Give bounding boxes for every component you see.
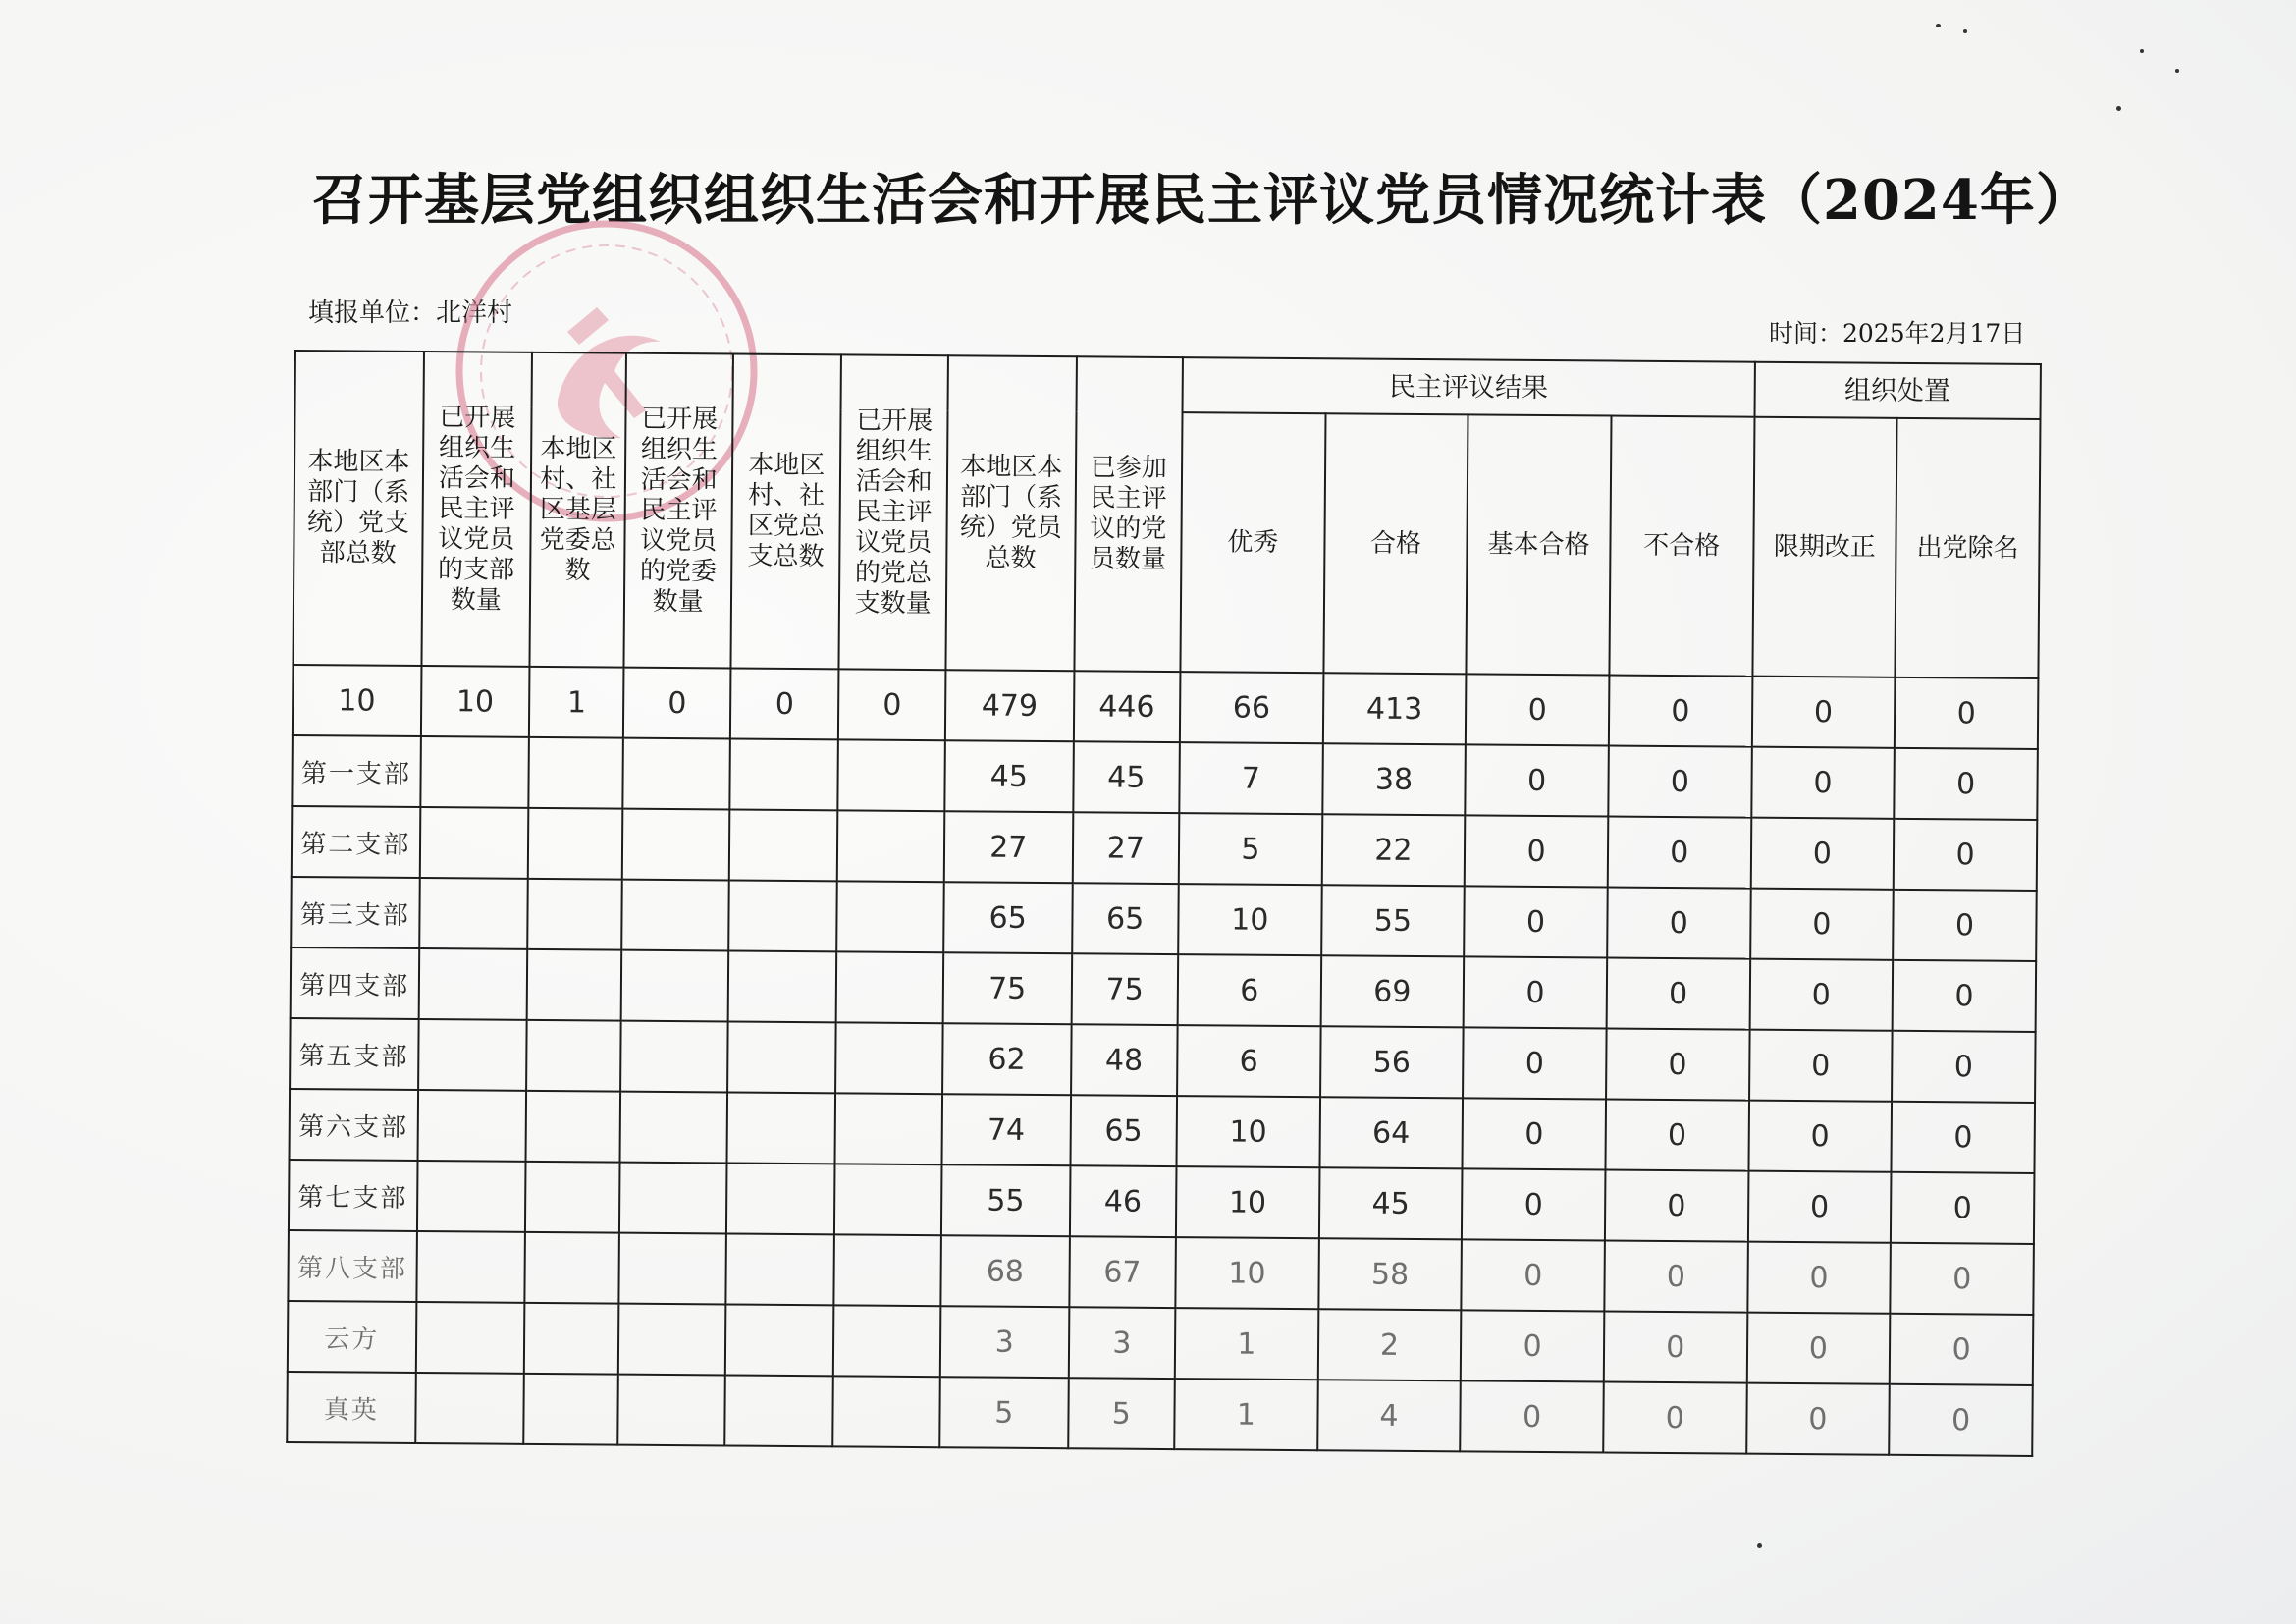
cell-general-branch-total	[727, 1021, 836, 1093]
cell-general-branch-held	[835, 1093, 942, 1164]
cell-member-total: 55	[941, 1164, 1070, 1236]
cell-expelled: 0	[1894, 819, 2037, 891]
cell-basically-qualified: 0	[1463, 1027, 1606, 1099]
header-unqualified: 不合格	[1609, 416, 1754, 677]
cell-branch-name: 第八支部	[288, 1230, 416, 1302]
cell-committee-held	[621, 950, 728, 1022]
cell-correct-within-deadline: 0	[1751, 747, 1895, 819]
cell-general-branch-total	[725, 1233, 834, 1305]
table-row	[287, 1372, 2033, 1456]
cell-general-branch-held	[836, 1022, 943, 1094]
cell-basically-qualified: 0	[1461, 1380, 1604, 1452]
cell-member-evaluated: 46	[1069, 1165, 1176, 1237]
cell-member-total: 62	[942, 1023, 1071, 1095]
total-excellent: 66	[1180, 672, 1323, 743]
cell-branch-name: 第三支部	[291, 877, 419, 948]
cell-branch-held	[420, 736, 529, 808]
cell-correct-within-deadline: 0	[1748, 1101, 1892, 1172]
cell-branch-name: 第四支部	[291, 947, 419, 1019]
cell-branch-held	[415, 1373, 524, 1444]
cell-general-branch-total	[729, 738, 838, 810]
cell-committee-total	[525, 1162, 620, 1233]
cell-branch-held	[415, 1302, 524, 1374]
document-title: 召开基层党组织组织生活会和开展民主评议党员情况统计表（2024年）	[312, 168, 2092, 233]
cell-committee-total	[528, 737, 623, 809]
cell-excellent: 1	[1175, 1308, 1318, 1380]
cell-general-branch-total	[725, 1304, 834, 1376]
cell-general-branch-total	[726, 1092, 835, 1164]
cell-committee-held	[618, 1304, 725, 1376]
cell-expelled: 0	[1891, 1172, 2034, 1244]
cell-branch-name: 第二支部	[292, 806, 420, 878]
total-committee-total: 1	[529, 667, 624, 738]
cell-branch-name: 第一支部	[292, 735, 420, 807]
cell-member-evaluated: 48	[1071, 1024, 1178, 1096]
cell-member-evaluated: 65	[1070, 1095, 1177, 1166]
scan-speck	[2175, 69, 2179, 73]
scan-speck	[1963, 29, 1967, 33]
cell-general-branch-held	[838, 739, 945, 811]
header-committee-held: 已开展组织生活会和民主评议党员的党委数量	[624, 353, 733, 669]
cell-basically-qualified: 0	[1465, 815, 1608, 887]
cell-basically-qualified: 0	[1464, 956, 1607, 1028]
cell-qualified: 45	[1319, 1167, 1463, 1239]
cell-committee-held	[621, 1021, 728, 1093]
header-excellent: 优秀	[1180, 412, 1325, 673]
cell-excellent: 7	[1179, 742, 1322, 814]
cell-committee-held	[618, 1375, 725, 1446]
cell-member-evaluated: 67	[1069, 1236, 1176, 1308]
cell-expelled: 0	[1892, 1102, 2035, 1173]
cell-correct-within-deadline: 0	[1749, 959, 1893, 1031]
cell-basically-qualified: 0	[1462, 1168, 1605, 1240]
cell-general-branch-total	[726, 1163, 835, 1234]
cell-member-evaluated: 5	[1068, 1378, 1175, 1449]
cell-committee-total	[524, 1232, 619, 1304]
total-member-evaluated: 446	[1073, 671, 1180, 742]
cell-member-total: 75	[943, 952, 1072, 1024]
cell-member-total: 5	[939, 1377, 1068, 1448]
cell-correct-within-deadline: 0	[1750, 889, 1894, 960]
cell-qualified: 56	[1320, 1026, 1464, 1098]
cell-excellent: 10	[1176, 1166, 1319, 1238]
cell-member-total: 65	[943, 882, 1072, 953]
cell-committee-total	[526, 1020, 621, 1092]
cell-member-total: 45	[944, 740, 1073, 812]
table-row	[292, 735, 2038, 820]
cell-correct-within-deadline: 0	[1747, 1171, 1891, 1243]
cell-committee-total	[527, 879, 622, 950]
scan-speck	[1936, 24, 1941, 27]
cell-qualified: 69	[1320, 955, 1464, 1027]
cell-general-branch-total	[728, 950, 837, 1022]
cell-committee-held	[619, 1233, 726, 1305]
total-unqualified: 0	[1609, 676, 1752, 747]
table-row	[289, 1160, 2035, 1244]
table-row	[291, 877, 2037, 961]
cell-branch-name: 云方	[288, 1301, 416, 1373]
cell-member-evaluated: 27	[1072, 812, 1179, 884]
table-row	[288, 1230, 2034, 1315]
cell-excellent: 10	[1176, 1096, 1319, 1167]
cell-unqualified: 0	[1605, 1100, 1748, 1171]
header-group-organizational-action: 组织处置	[1754, 362, 2041, 419]
statistics-table	[286, 350, 2042, 1457]
table-row	[292, 806, 2038, 891]
total-member-total: 479	[945, 670, 1074, 741]
cell-branch-held	[419, 878, 528, 949]
cell-general-branch-held	[837, 810, 944, 882]
cell-unqualified: 0	[1607, 958, 1750, 1030]
header-general-branch-held: 已开展组织生活会和民主评议党员的党总支数量	[839, 354, 948, 670]
cell-member-evaluated: 75	[1071, 953, 1178, 1025]
cell-general-branch-held	[837, 881, 944, 952]
cell-qualified: 38	[1322, 743, 1466, 815]
cell-member-evaluated: 3	[1068, 1307, 1175, 1379]
cell-excellent: 1	[1174, 1379, 1317, 1450]
cell-committee-held	[619, 1163, 726, 1234]
reporting-unit-label: 填报单位：北洋村	[308, 298, 513, 328]
cell-committee-total	[523, 1374, 618, 1445]
total-basically-qualified: 0	[1466, 674, 1609, 745]
cell-member-evaluated: 45	[1073, 741, 1180, 813]
table-row	[290, 1089, 2036, 1173]
cell-excellent: 10	[1178, 884, 1321, 955]
cell-general-branch-total	[729, 809, 838, 881]
header-correct-within-deadline: 限期改正	[1752, 417, 1897, 677]
header-qualified: 合格	[1323, 413, 1468, 674]
header-basically-qualified: 基本合格	[1467, 414, 1612, 675]
cell-unqualified: 0	[1606, 1029, 1749, 1101]
table-row	[291, 947, 2037, 1032]
cell-basically-qualified: 0	[1462, 1239, 1605, 1311]
cell-general-branch-held	[836, 951, 943, 1023]
cell-expelled: 0	[1893, 890, 2036, 961]
scan-speck	[2116, 106, 2121, 111]
cell-committee-total	[527, 949, 622, 1021]
total-general-branch-held: 0	[838, 669, 945, 740]
cell-basically-qualified: 0	[1464, 886, 1607, 957]
header-member-evaluated: 已参加民主评议的党员数量	[1074, 356, 1183, 672]
header-expelled: 出党除名	[1896, 418, 2041, 678]
table-row	[288, 1301, 2034, 1385]
cell-committee-total	[528, 808, 623, 880]
cell-committee-held	[620, 1092, 727, 1164]
total-qualified: 413	[1323, 673, 1467, 744]
cell-member-evaluated: 65	[1072, 883, 1179, 954]
cell-excellent: 10	[1175, 1237, 1318, 1309]
cell-basically-qualified: 0	[1466, 744, 1609, 816]
cell-excellent: 6	[1177, 1025, 1320, 1097]
header-general-branch-total: 本地区村、社区党总支总数	[730, 354, 841, 670]
cell-expelled: 0	[1889, 1384, 2032, 1456]
scan-speck	[2140, 49, 2144, 53]
cell-branch-held	[416, 1231, 525, 1303]
total-expelled: 0	[1895, 677, 2038, 749]
cell-expelled: 0	[1892, 1031, 2035, 1103]
cell-general-branch-total	[724, 1375, 833, 1446]
cell-branch-name: 第六支部	[290, 1089, 418, 1161]
cell-correct-within-deadline: 0	[1750, 818, 1894, 890]
total-branch-held: 10	[420, 666, 529, 737]
cell-committee-held	[622, 880, 729, 951]
header-member-total: 本地区本部门（系统）党员总数	[945, 355, 1076, 671]
cell-expelled: 0	[1891, 1243, 2034, 1315]
cell-general-branch-total	[728, 880, 837, 951]
cell-unqualified: 0	[1603, 1382, 1746, 1454]
cell-committee-total	[524, 1303, 619, 1375]
cell-expelled: 0	[1893, 960, 2036, 1032]
cell-branch-held	[417, 1090, 526, 1162]
report-date-label: 时间：2025年2月17日	[1769, 319, 2026, 348]
cell-correct-within-deadline: 0	[1746, 1313, 1890, 1384]
header-group-evaluation-result: 民主评议结果	[1183, 357, 1755, 417]
header-branch-held: 已开展组织生活会和民主评议党员的支部数量	[421, 352, 532, 667]
cell-unqualified: 0	[1604, 1241, 1747, 1313]
cell-unqualified: 0	[1608, 817, 1751, 889]
cell-branch-held	[418, 1019, 527, 1091]
cell-committee-held	[622, 809, 729, 881]
scan-speck	[1757, 1543, 1762, 1548]
cell-excellent: 5	[1179, 813, 1322, 885]
cell-member-total: 27	[944, 811, 1073, 883]
cell-member-total: 3	[940, 1306, 1069, 1378]
cell-branch-held	[417, 1161, 526, 1232]
total-general-branch-total: 0	[730, 669, 839, 740]
header-row-groups	[295, 351, 2041, 419]
header-branch-total: 本地区本部门（系统）党支部总数	[293, 351, 423, 666]
cell-unqualified: 0	[1604, 1312, 1747, 1383]
cell-expelled: 0	[1895, 748, 2038, 820]
cell-general-branch-held	[833, 1305, 940, 1377]
cell-correct-within-deadline: 0	[1747, 1242, 1891, 1314]
cell-member-total: 68	[940, 1235, 1069, 1307]
cell-qualified: 2	[1317, 1309, 1461, 1380]
cell-unqualified: 0	[1608, 746, 1751, 818]
cell-committee-total	[526, 1091, 621, 1163]
cell-general-branch-held	[834, 1164, 941, 1235]
total-committee-held: 0	[623, 668, 730, 739]
cell-branch-held	[419, 807, 528, 879]
cell-expelled: 0	[1890, 1314, 2033, 1385]
cell-unqualified: 0	[1605, 1170, 1748, 1242]
cell-branch-held	[418, 948, 527, 1020]
cell-basically-qualified: 0	[1461, 1310, 1604, 1381]
total-branch-total: 10	[293, 665, 421, 736]
cell-branch-name: 第五支部	[290, 1018, 418, 1090]
cell-branch-name: 真英	[287, 1372, 415, 1443]
cell-qualified: 55	[1321, 885, 1465, 956]
cell-qualified: 4	[1317, 1380, 1461, 1451]
cell-member-total: 74	[941, 1094, 1070, 1165]
cell-qualified: 58	[1318, 1238, 1462, 1310]
total-correct-within-deadline: 0	[1751, 677, 1895, 748]
cell-qualified: 64	[1319, 1097, 1463, 1168]
cell-excellent: 6	[1178, 954, 1321, 1026]
cell-committee-held	[623, 738, 730, 810]
header-committee-total: 本地区村、社区基层党委总数	[530, 352, 627, 668]
cell-unqualified: 0	[1607, 888, 1750, 959]
cell-qualified: 22	[1321, 814, 1465, 886]
cell-general-branch-held	[833, 1376, 940, 1447]
cell-branch-name: 第七支部	[289, 1160, 417, 1231]
table-row-total	[293, 665, 2039, 749]
cell-general-branch-held	[834, 1234, 941, 1306]
table-row	[290, 1018, 2036, 1103]
cell-correct-within-deadline: 0	[1749, 1030, 1893, 1102]
cell-correct-within-deadline: 0	[1746, 1383, 1890, 1455]
cell-basically-qualified: 0	[1463, 1098, 1606, 1169]
